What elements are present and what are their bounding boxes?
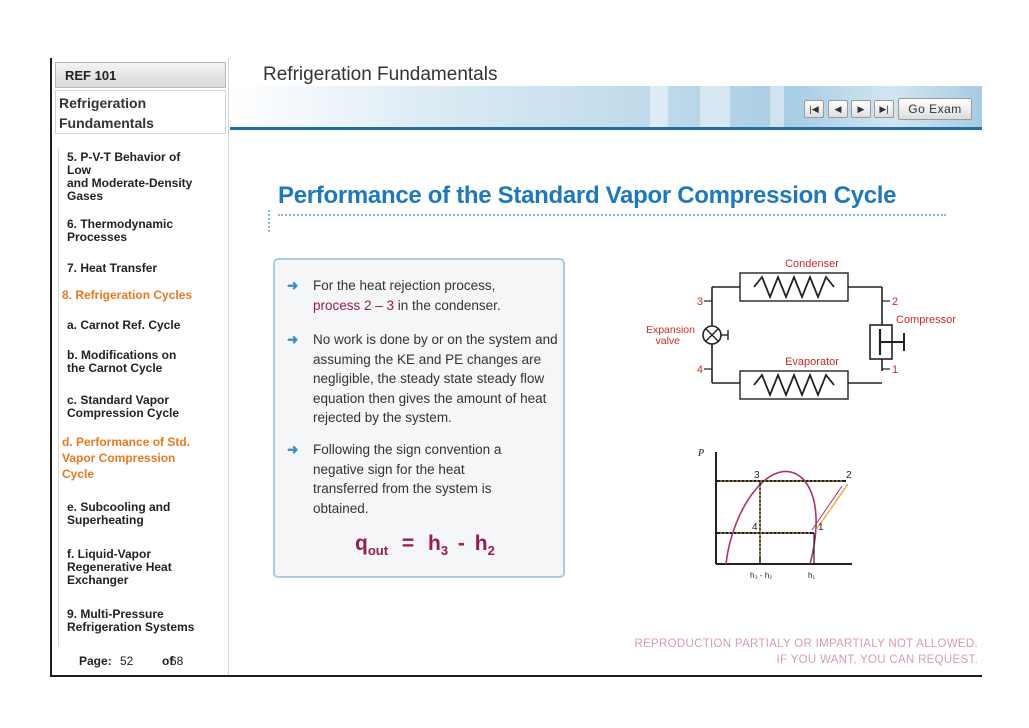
explanation-box — [273, 258, 565, 578]
toc-item-heat-transfer[interactable]: 7. Heat Transfer — [67, 261, 158, 275]
last-page-icon: ▶| — [879, 104, 889, 114]
page-indicator — [52, 648, 228, 675]
first-page-icon: |◀ — [809, 104, 819, 114]
total-pages: 68 — [170, 654, 184, 668]
ph-point-3: 3 — [754, 470, 760, 481]
go-exam-button[interactable]: Go Exam — [898, 98, 972, 120]
formula-h2: h — [474, 532, 488, 555]
formula-q: q — [355, 532, 368, 555]
bullet-text-rest: in the condenser. — [394, 297, 501, 313]
previous-page-icon: ◀ — [834, 104, 842, 114]
toc-item-pvt-behavior[interactable]: 5. P-V-T Behavior of Low and Moderate-Density Gases — [67, 150, 193, 203]
arrow-icon: ➜ — [287, 442, 299, 457]
band-stripe — [650, 86, 668, 127]
heading-divider — [278, 214, 946, 216]
band-stripe — [700, 86, 730, 127]
reproduction-watermark — [634, 636, 978, 668]
ph-point-4: 4 — [752, 522, 758, 533]
formula-h3: h — [428, 532, 441, 555]
compressor-label: Compressor — [896, 314, 956, 326]
evaporator-label: Evaporator — [785, 356, 839, 368]
module-title: Refrigeration Fundamentals — [55, 90, 226, 134]
heat-rejection-formula — [355, 532, 495, 558]
previous-page-button[interactable] — [828, 100, 848, 118]
bullet-text: Following the sign convention a negative sign for the heat transferred from the system is obtained. — [313, 442, 502, 516]
watermark-line-2: IF YOU WANT, YOU CAN REQUEST. — [776, 654, 978, 666]
ph-tick-h1: h₁ — [808, 571, 816, 580]
formula-minus: - — [457, 532, 465, 555]
current-page: 52 — [120, 654, 134, 668]
last-page-button[interactable] — [874, 100, 894, 118]
pressure-axis-label: P — [698, 448, 705, 459]
formula-equals: = — [401, 532, 415, 555]
page-label: Page: — [79, 654, 112, 668]
condenser-label: Condenser — [785, 258, 839, 270]
arrow-icon: ➜ — [287, 278, 299, 293]
formula-q-sub: out — [367, 543, 389, 559]
expansion-valve-label-1: Expansion — [645, 324, 695, 336]
toc-item-multi-pressure[interactable]: 9. Multi-Pressure Refrigeration Systems — [67, 607, 195, 634]
toc-item-regenerative-heat-exchanger[interactable]: f. Liquid-Vapor Regenerative Heat Exchanger — [67, 547, 172, 587]
expansion-valve-label-2: valve — [655, 335, 680, 347]
slide-heading: Performance of the Standard Vapor Compression Cycle — [278, 182, 897, 209]
bullet-highlight: process 2 – 3 — [313, 297, 395, 313]
formula-h3-sub: 3 — [440, 543, 449, 559]
header — [230, 58, 982, 130]
toc-item-subcooling-superheating[interactable]: e. Subcooling and Superheating — [67, 500, 171, 527]
point-3-label: 3 — [696, 296, 703, 308]
ph-point-1: 1 — [818, 522, 824, 533]
formula-h2-sub: 2 — [487, 543, 495, 559]
course-code-tab[interactable]: REF 101 — [55, 62, 226, 88]
first-page-button[interactable] — [804, 100, 824, 118]
sidebar — [52, 58, 229, 675]
next-page-icon: ▶ — [857, 104, 865, 114]
toc-item-carnot-cycle[interactable]: a. Carnot Ref. Cycle — [67, 318, 181, 332]
toc-item-refrigeration-cycles[interactable]: 8. Refrigeration Cycles — [62, 288, 193, 302]
ph-point-2: 2 — [846, 470, 852, 481]
saturation-dome — [726, 471, 816, 564]
point-4-label: 4 — [696, 364, 703, 376]
arrow-icon: ➜ — [287, 332, 299, 347]
toc-item-standard-vapor-compression[interactable]: c. Standard Vapor Compression Cycle — [67, 393, 180, 420]
page-title: Refrigeration Fundamentals — [263, 64, 498, 85]
pressure-enthalpy-diagram — [692, 438, 872, 584]
ph-tick-h3-h4: h₃ - h₂ — [750, 571, 773, 580]
heading-divider-vertical — [268, 210, 272, 232]
toc-item-carnot-modifications[interactable]: b. Modifications on the Carnot Cycle — [67, 348, 177, 375]
toc-item-performance-current[interactable]: d. Performance of Std. Vapor Compression Cycle — [62, 435, 191, 481]
point-2-label: 2 — [892, 296, 899, 308]
toc-item-thermodynamic-processes[interactable]: 6. Thermodynamic Processes — [67, 217, 174, 244]
point-1-label: 1 — [892, 364, 899, 376]
app-window — [50, 58, 982, 677]
bullet-text: No work is done by or on the system and assuming the KE and PE changes are negligible, the steady state steady flow equation then gives the amount of heat rejected by the system. — [313, 332, 558, 425]
table-of-contents — [58, 148, 227, 646]
page-of-label: of — [162, 654, 174, 668]
band-stripe — [770, 86, 784, 127]
next-page-button[interactable] — [851, 100, 871, 118]
vapor-compression-cycle-diagram — [642, 253, 962, 413]
watermark-line-1: REPRODUCTION PARTIALY OR IMPARTIALY NOT ALLOWED. — [634, 638, 978, 650]
bullet-text: For the heat rejection process, — [313, 278, 496, 293]
